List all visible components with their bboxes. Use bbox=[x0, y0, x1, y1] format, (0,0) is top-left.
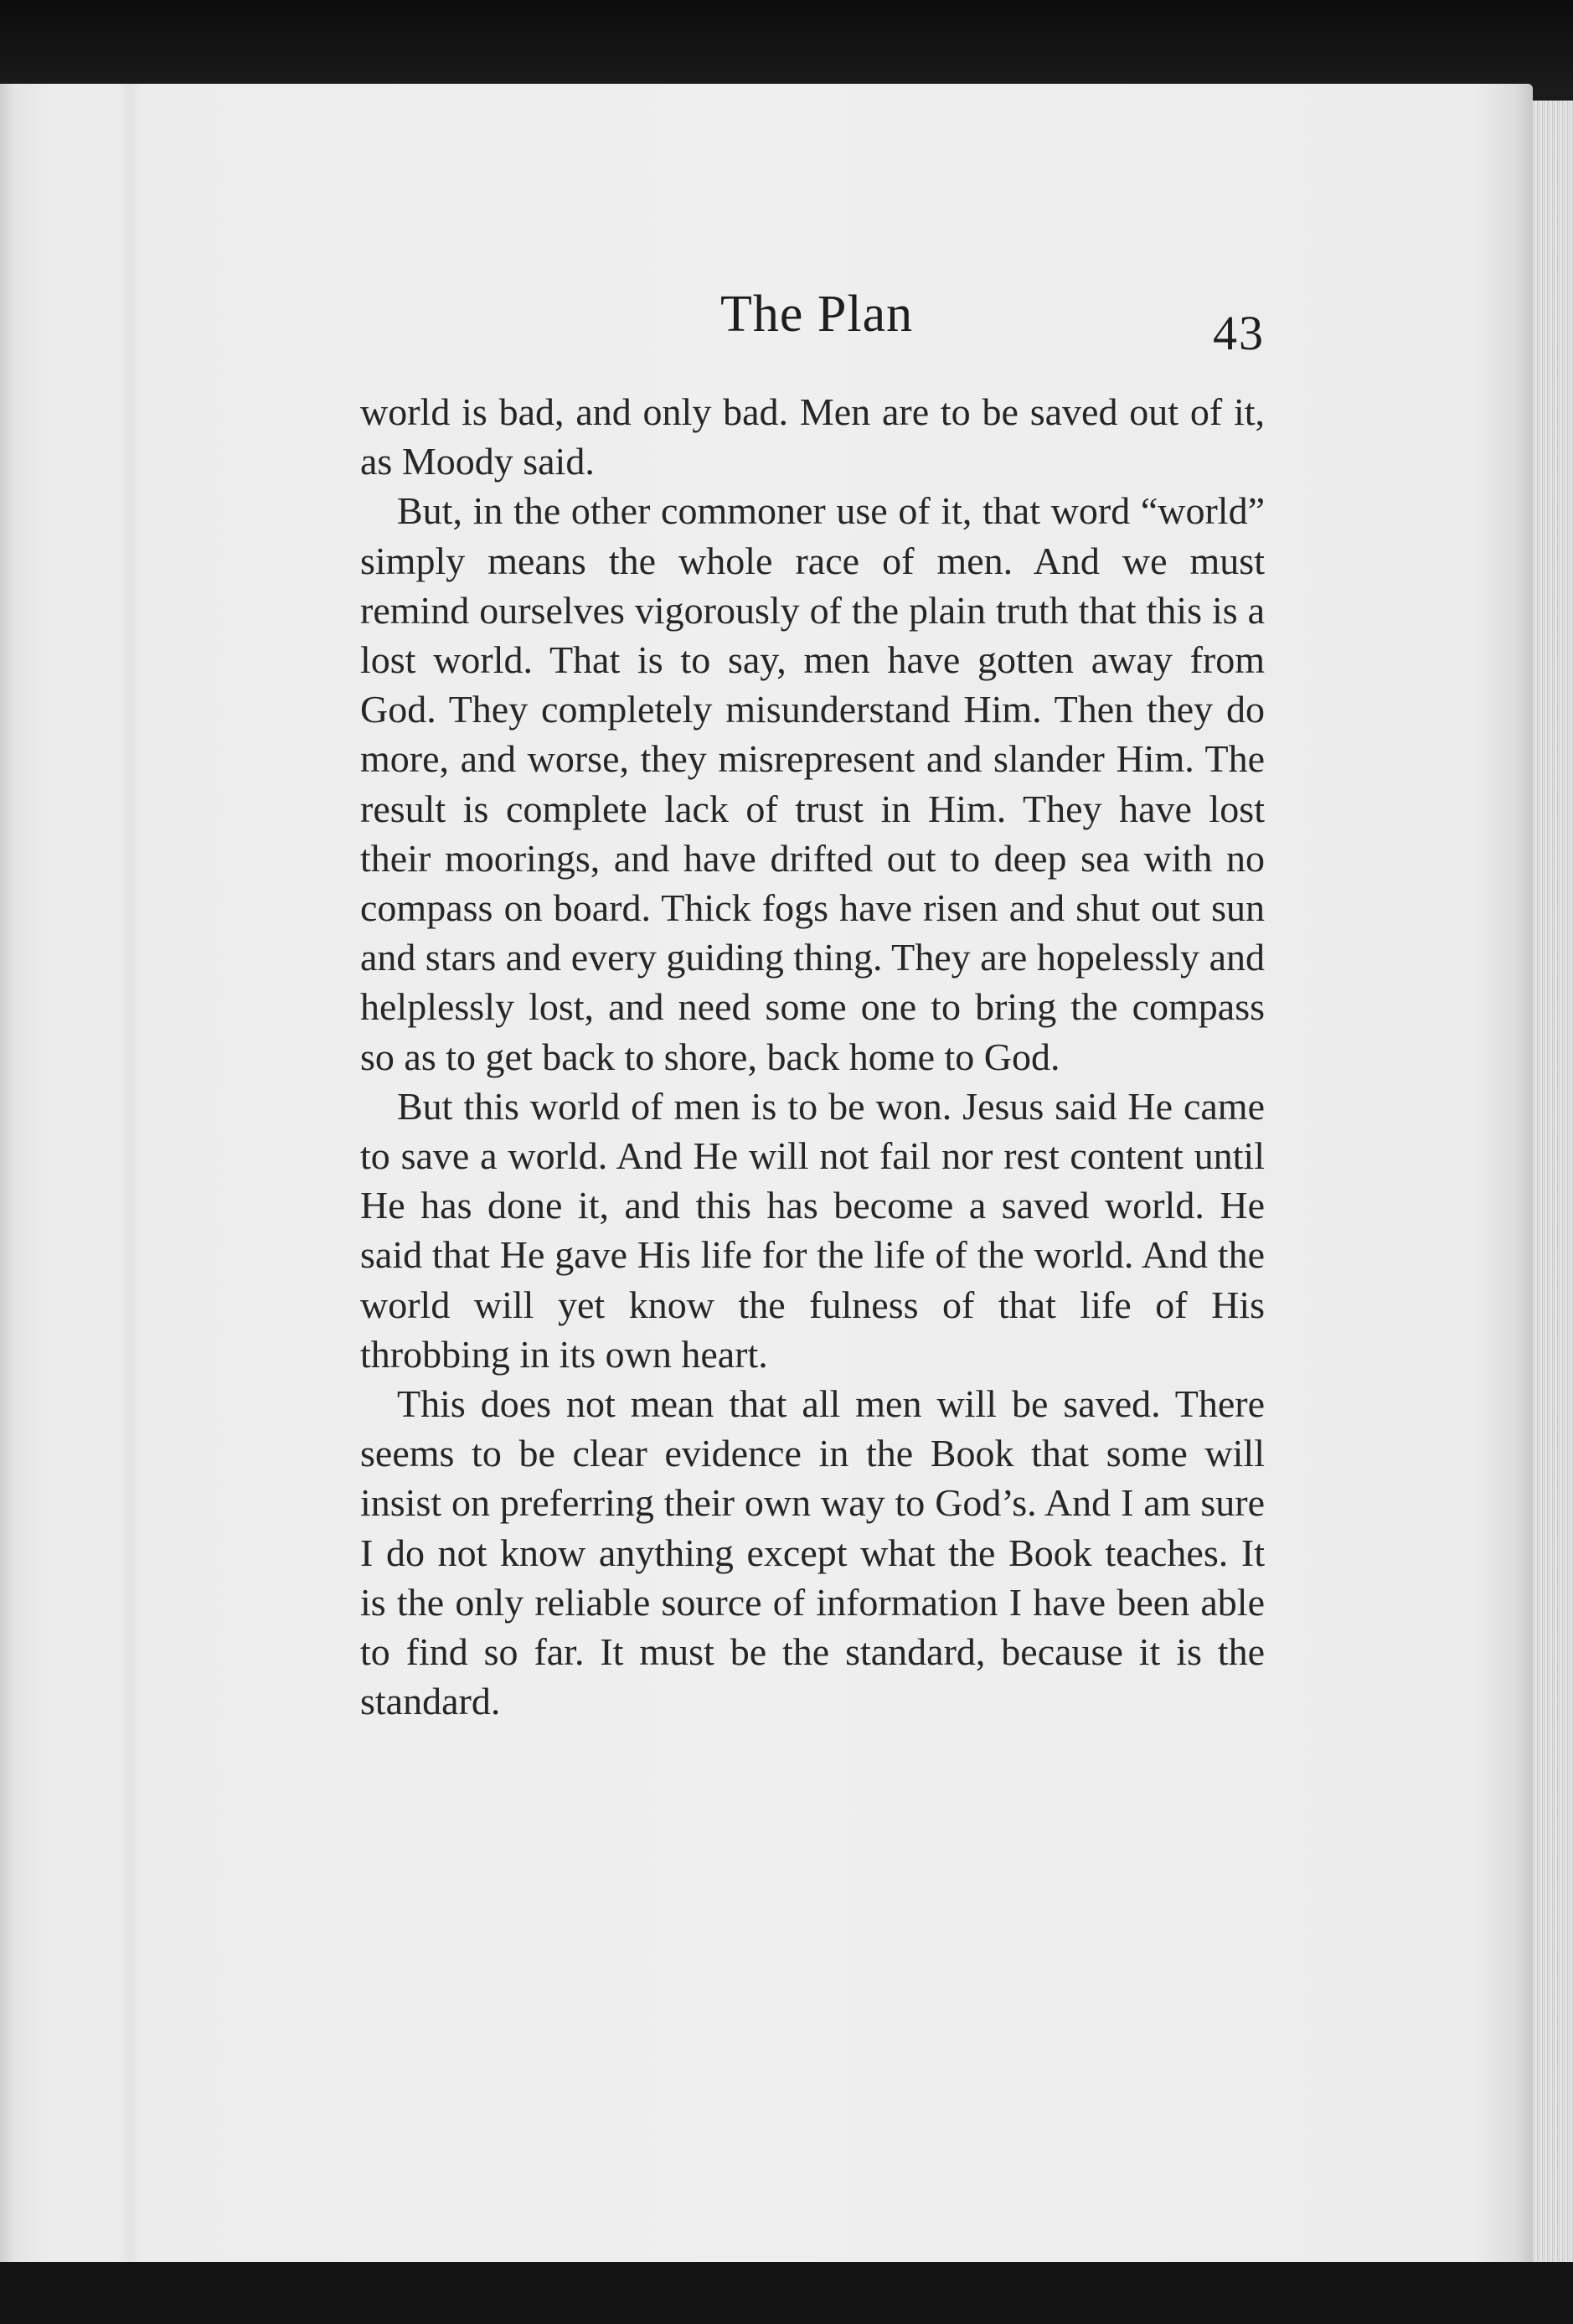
body-text bbox=[360, 387, 1265, 1726]
book-page-edge bbox=[1533, 101, 1573, 2279]
page-gutter-shadow bbox=[117, 84, 142, 2270]
scan-top-border bbox=[0, 0, 1573, 96]
paragraph: But this world of men is to be won. Jesus said He came to save a world. And He will not fail nor rest content until He has done it, and this has become a saved world. He said that He gave His life for the life of the world. And the world will yet know the fulness of that life of His throbbing in its own heart. bbox=[360, 1084, 1265, 1376]
scan-bottom-border bbox=[0, 2262, 1573, 2324]
paragraph: This does not mean that all men will be saved. There seems to be clear evidence in the Book that some will insist on preferring their own way to God’s. And I am sure I do not know anything except what the Book teaches. It is the only reliable source of information I have been able to find so far. It must be the standard, because it is the standard. bbox=[360, 1382, 1265, 1723]
page-number: 43 bbox=[1213, 306, 1265, 360]
paragraph-continuation: world is bad, and only bad. Men are to be saved out of it, as Moody said. bbox=[360, 390, 1265, 483]
paragraph: But, in the other commoner use of it, that word “world” simply means the whole race of men. And we must remind ourselves vigorously of the plain truth that this is a lost world. That is to say, men have gotten away from God. They completely misunderstand Him. Then they do more, and worse, they misrepresent and slander Him. The result is complete lack of trust in Him. They have lost their moorings, and have drifted out to deep sea with no compass on board. Thick fogs have risen and shut out sun and stars and every guiding thing. They are hopelessly and helplessly lost, and need some one to bring the compass so as to get back to shore, back home to God. bbox=[360, 489, 1265, 1078]
running-head-title: The Plan bbox=[720, 286, 914, 343]
running-head bbox=[360, 285, 1282, 377]
